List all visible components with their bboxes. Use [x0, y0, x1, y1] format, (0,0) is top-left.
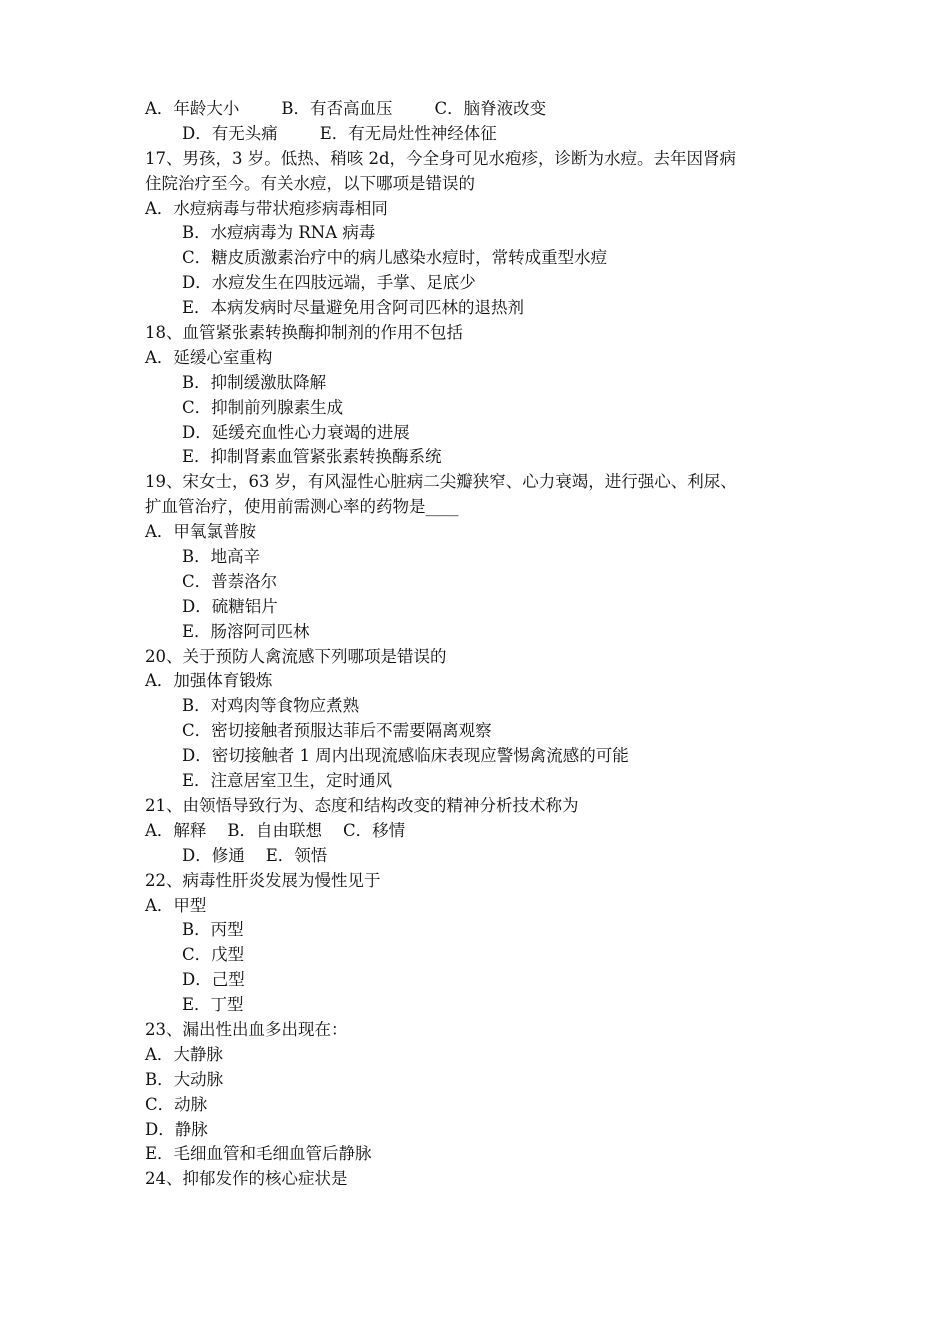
answer-option-line: B．对鸡肉等食物应煮熟	[182, 696, 360, 716]
text-line: C．动脉	[145, 1094, 208, 1114]
answer-option-line: C．糖皮质激素治疗中的病儿感染水痘时，常转成重型水痘	[182, 248, 608, 268]
answer-option-line: C．戊型	[182, 945, 245, 965]
answer-option-line: D．有无头痛 E．有无局灶性神经体征	[182, 123, 497, 143]
text-line: 扩血管治疗，使用前需测心率的药物是____	[145, 497, 459, 517]
text-line: B．大动脉	[145, 1069, 224, 1089]
answer-option-line: E．肠溶阿司匹林	[182, 621, 310, 641]
answer-option-line: D．延缓充血性心力衰竭的进展	[182, 422, 410, 442]
text-line: 24、抑郁发作的核心症状是	[145, 1169, 348, 1189]
answer-option-line: B．水痘病毒为 RNA 病毒	[182, 223, 376, 243]
text-line: A．年龄大小 B．有否高血压 C．脑脊液改变	[145, 99, 547, 118]
answer-option-line: B．抑制缓激肽降解	[182, 372, 327, 392]
answer-option-line: B．地高辛	[182, 547, 261, 567]
answer-option-line: C．密切接触者预服达菲后不需要隔离观察	[182, 721, 492, 741]
text-line: A．延缓心室重构	[145, 347, 273, 367]
answer-option-line: D．水痘发生在四肢远端，手掌、足底少	[182, 273, 476, 293]
text-line: 20、关于预防人禽流感下列哪项是错误的	[145, 646, 447, 666]
answer-option-line: D．硫糖铝片	[182, 596, 278, 616]
text-line: 23、漏出性出血多出现在：	[145, 1019, 348, 1039]
text-line: 22、病毒性肝炎发展为慢性见于	[145, 870, 381, 890]
answer-option-line: D．密切接触者 1 周内出现流感临床表现应警惕禽流感的可能	[182, 746, 629, 766]
document-body	[145, 97, 825, 1192]
text-line: 18、血管紧张素转换酶抑制剂的作用不包括	[145, 323, 463, 343]
text-line: 21、由领悟导致行为、态度和结构改变的精神分析技术称为	[145, 795, 579, 815]
text-line: A．大静脉	[145, 1044, 223, 1064]
text-line: 17、男孩，3 岁。低热、稍咳 2d，今全身可见水疱疹，诊断为水痘。去年因肾病	[145, 148, 737, 168]
text-line: A．解释 B．自由联想 C．移情	[145, 820, 406, 840]
answer-option-line: C．普萘洛尔	[182, 571, 278, 591]
text-line: E．毛细血管和毛细血管后静脉	[145, 1144, 372, 1164]
text-line: A．水痘病毒与带状疱疹病毒相同	[145, 198, 388, 218]
answer-option-line: D．己型	[182, 970, 245, 990]
answer-option-line: B．丙型	[182, 920, 244, 940]
text-line: A．加强体育锻炼	[145, 671, 273, 691]
answer-option-line: D．修通 E．领悟	[182, 845, 328, 865]
answer-option-line: E．本病发病时尽量避免用含阿司匹林的退热剂	[182, 298, 525, 318]
answer-option-line: E．抑制肾素血管紧张素转换酶系统	[182, 447, 442, 467]
answer-option-line: C．抑制前列腺素生成	[182, 397, 344, 417]
text-line: 19、宋女士，63 岁，有风湿性心脏病二尖瓣狭窄、心力衰竭，进行强心、利尿、	[145, 472, 737, 492]
text-line: A．甲型	[145, 895, 207, 915]
text-line: 住院治疗至今。有关水痘，以下哪项是错误的	[145, 173, 475, 193]
answer-option-line: E．注意居室卫生，定时通风	[182, 771, 393, 791]
text-line: D．静脉	[145, 1119, 208, 1139]
text-line: A．甲氧氯普胺	[145, 522, 256, 542]
answer-option-line: E．丁型	[182, 995, 244, 1015]
